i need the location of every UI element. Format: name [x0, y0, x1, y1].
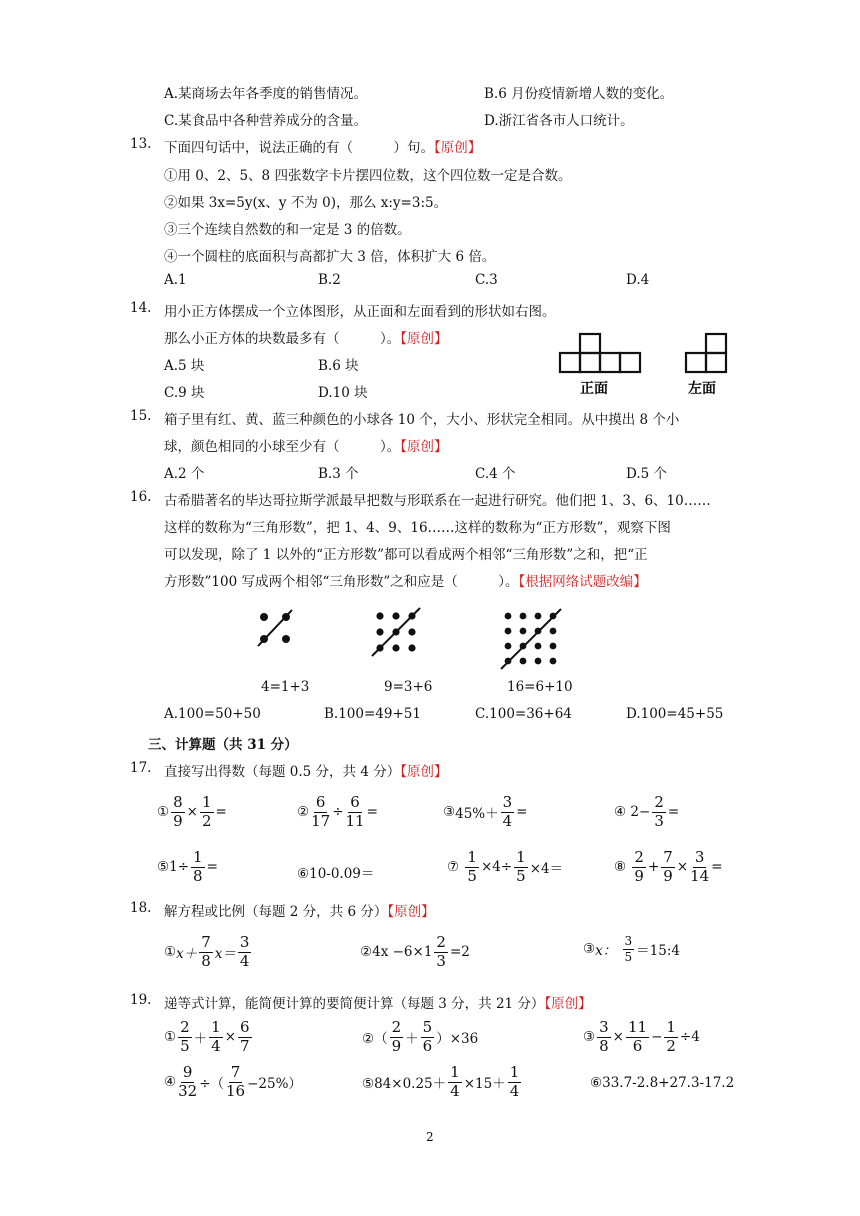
- q15-option-b: B.3 个: [318, 466, 359, 482]
- q16-option-a: A.100=50+50: [164, 706, 261, 722]
- q15-line-1: 箱子里有红、黄、蓝三种颜色的小球各 10 个，大小、形状完全相同。从中摸出 8 个小: [164, 412, 680, 428]
- q18-number: 18.: [130, 900, 152, 916]
- q13-statement-2: ②如果 3x=5y(x、y 不为 0)，那么 x:y=3:5。: [164, 195, 448, 211]
- q14-views-figure: [558, 330, 738, 398]
- q18-source-tag: 【原创】: [387, 904, 435, 920]
- q16-line-1: 古希腊著名的毕达哥拉斯学派最早把数与形联系在一起进行研究。他们把 1、3、6、10……: [164, 493, 711, 509]
- section-3-heading: 三、计算题（共 31 分）: [148, 737, 298, 753]
- q18-equation-2: ② 4x −6×1 $\frac{2}{3}$ =2: [360, 933, 470, 970]
- q16-dots-3x3: [370, 606, 422, 658]
- q16-line-2: 这样的数称为“三角形数”，把 1、4、9、16……这样的数称为“正方形数”，观察下图: [164, 520, 671, 536]
- q12-option-a: A.某商场去年各季度的销售情况。: [164, 86, 368, 102]
- fraction: $\frac{1}{8}$: [193, 848, 203, 885]
- q17-item-1: ① $\frac{8}{9}$ × $\frac{1}{2}$ =: [157, 793, 227, 830]
- q13-stem: 下面四句话中，说法正确的有（ ）句。【原创】: [164, 140, 482, 156]
- fraction: $\frac{3}{14}$: [690, 848, 710, 885]
- q13-statement-1: ①用 0、2、5、8 四张数字卡片摆四位数，这个四位数一定是合数。: [164, 168, 572, 184]
- fraction: $\frac{2}{9}$: [634, 848, 644, 885]
- q14-source-tag: 【原创】: [400, 331, 448, 347]
- q12-option-b: B.6 月份疫情新增人数的变化。: [484, 86, 674, 102]
- q14-option-a: A.5 块: [164, 358, 205, 374]
- front-view-label: 正面: [580, 381, 608, 397]
- fraction: $\frac{1}{2}$: [666, 1018, 676, 1055]
- q14-option-c: C.9 块: [164, 385, 205, 401]
- q13-statement-4: ④一个圆柱的底面积与高都扩大 3 倍，体积扩大 6 倍。: [164, 249, 496, 265]
- q14-option-d: D.10 块: [318, 385, 368, 401]
- q15-option-a: A.2 个: [164, 466, 205, 482]
- page-number: 2: [426, 1130, 434, 1144]
- q13-option-a: A.1: [164, 272, 187, 288]
- fraction: $\frac{11}{6}$: [627, 1018, 648, 1055]
- q13-option-c: C.3: [475, 272, 498, 288]
- q12-option-c: C.某食品中各种营养成分的含量。: [164, 113, 368, 129]
- fraction: $\frac{2}{9}$: [391, 1018, 402, 1055]
- q17-item-7: ⑦ $\frac{1}{5}$ ×4÷ $\frac{1}{5}$ ×4＝: [447, 848, 564, 885]
- q17-stem: 直接写出得数（每题 0.5 分，共 4 分）【原创】: [164, 764, 448, 780]
- left-view-label: 左面: [688, 381, 716, 397]
- fraction: $\frac{2}{5}$: [180, 1018, 190, 1055]
- fraction: $\frac{1}{4}$: [450, 1063, 460, 1100]
- q14-line-2: 那么小正方体的块数最多有（ ）。【原创】: [164, 331, 448, 347]
- q19-number: 19.: [130, 992, 152, 1008]
- q18-stem: 解方程或比例（每题 2 分，共 6 分）【原创】: [164, 904, 435, 920]
- q19-calc-5: ⑤84×0.25＋ $\frac{1}{4}$ ×15＋ $\frac{1}{4}$: [362, 1063, 520, 1100]
- q19-calc-4: ④ $\frac{9}{32}$ ÷（ $\frac{7}{16}$ −25%）: [164, 1063, 302, 1100]
- q16-number: 16.: [130, 489, 152, 505]
- q17-item-4: ④ 2− $\frac{2}{3}$ =: [614, 793, 680, 830]
- q13-option-d: D.4: [626, 272, 650, 288]
- fraction: $\frac{8}{9}$: [173, 793, 183, 830]
- q19-stem: 递等式计算，能简便计算的要简便计算（每题 3 分，共 21 分）【原创】: [164, 996, 592, 1012]
- q15-option-c: C.4 个: [475, 466, 516, 482]
- q15-option-d: D.5 个: [626, 466, 668, 482]
- q13-statement-3: ③三个连续自然数的和一定是 3 的倍数。: [164, 222, 411, 238]
- fraction: $\frac{7}{16}$: [226, 1063, 246, 1100]
- fraction: $\frac{3}{4}$: [502, 793, 513, 830]
- q14-option-b: B.6 块: [318, 358, 359, 374]
- q13-option-b: B.2: [318, 272, 341, 288]
- q19-calc-6: ⑥33.7-2.8+27.3-17.2: [590, 1075, 735, 1091]
- q15-number: 15.: [130, 408, 152, 424]
- q16-caption-1: 4=1+3: [261, 679, 310, 695]
- q16-source-tag: 【根据网络试题改编】: [518, 574, 647, 590]
- q12-option-d: D.浙江省各市人口统计。: [484, 113, 634, 129]
- fraction: $\frac{3}{8}$: [599, 1018, 609, 1055]
- q17-item-5: ⑤ 1÷ $\frac{1}{8}$ =: [157, 848, 218, 885]
- fraction: $\frac{2}{3}$: [654, 793, 664, 830]
- q16-caption-3: 16=6+10: [507, 679, 573, 695]
- q16-dots-4x4: [498, 606, 564, 672]
- q17-source-tag: 【原创】: [400, 764, 448, 780]
- q19-source-tag: 【原创】: [544, 996, 592, 1012]
- q13-number: 13.: [130, 136, 152, 152]
- fraction: $\frac{7}{9}$: [663, 848, 673, 885]
- q17-item-2: ② $\frac{6}{17}$ ÷ $\frac{6}{11}$ =: [297, 793, 378, 830]
- fraction: $\frac{9}{32}$: [178, 1063, 198, 1100]
- fraction: $\frac{1}{5}$: [467, 848, 477, 885]
- front-view-shape: [560, 334, 640, 372]
- fraction: $\frac{2}{3}$: [436, 933, 446, 970]
- q16-dots-2x2: [255, 608, 297, 650]
- q16-option-d: D.100=45+55: [626, 706, 724, 722]
- fraction: $\frac{1}{4}$: [211, 1018, 221, 1055]
- fraction: $\frac{3}{5}$: [624, 934, 633, 964]
- fraction: $\frac{6}{11}$: [345, 793, 365, 830]
- q13-source-tag: 【原创】: [434, 140, 482, 156]
- q16-option-b: B.100=49+51: [324, 706, 421, 722]
- q14-line-1: 用小正方体摆成一个立体图形，从正面和左面看到的形状如右图。: [164, 304, 556, 320]
- left-view-shape: [686, 334, 726, 372]
- fraction: $\frac{1}{2}$: [201, 793, 212, 830]
- q17-number: 17.: [130, 760, 152, 776]
- fraction: $\frac{7}{8}$: [201, 933, 211, 970]
- q17-item-8: ⑧ $\frac{2}{9}$ + $\frac{7}{9}$ × $\frac{3}{14}$ =: [614, 848, 723, 885]
- q16-line-3: 可以发现，除了 1 以外的“正方形数”都可以看成两个相邻“三角形数”之和，把“正: [164, 547, 648, 563]
- q19-calc-3: ③ $\frac{3}{8}$ × $\frac{11}{6}$ − $\frac{1}{2}$ ÷4: [583, 1018, 700, 1055]
- q17-item-3: ③ 45%＋ $\frac{3}{4}$ =: [443, 793, 528, 830]
- q19-calc-1: ① $\frac{2}{5}$ ＋ $\frac{1}{4}$ × $\frac{6}{7}$: [164, 1018, 250, 1055]
- q14-number: 14.: [130, 300, 152, 316]
- q16-option-c: C.100=36+64: [475, 706, 572, 722]
- q18-equation-3: ③ x： $\frac{3}{5}$ ＝15:4: [583, 934, 680, 964]
- fraction: $\frac{3}{4}$: [239, 933, 250, 970]
- fraction: $\frac{5}{6}$: [422, 1018, 433, 1055]
- q18-equation-1: ① x＋ $\frac{7}{8}$ x＝ $\frac{3}{4}$: [164, 933, 250, 970]
- q15-line-2: 球，颜色相同的小球至少有（ ）。【原创】: [164, 439, 448, 455]
- q19-calc-2: ②（ $\frac{2}{9}$ ＋ $\frac{5}{6}$ ）×36: [362, 1018, 479, 1055]
- fraction: $\frac{6}{7}$: [240, 1018, 250, 1055]
- q17-item-6: ⑥10-0.09＝: [297, 866, 375, 882]
- fraction: $\frac{6}{17}$: [311, 793, 331, 830]
- q15-source-tag: 【原创】: [400, 439, 448, 455]
- fraction: $\frac{1}{4}$: [509, 1063, 520, 1100]
- q16-caption-2: 9=3+6: [384, 679, 433, 695]
- q16-line-4: 方形数”100 写成两个相邻“三角形数”之和应是（ ）。【根据网络试题改编】: [164, 574, 647, 590]
- fraction: $\frac{1}{5}$: [516, 848, 526, 885]
